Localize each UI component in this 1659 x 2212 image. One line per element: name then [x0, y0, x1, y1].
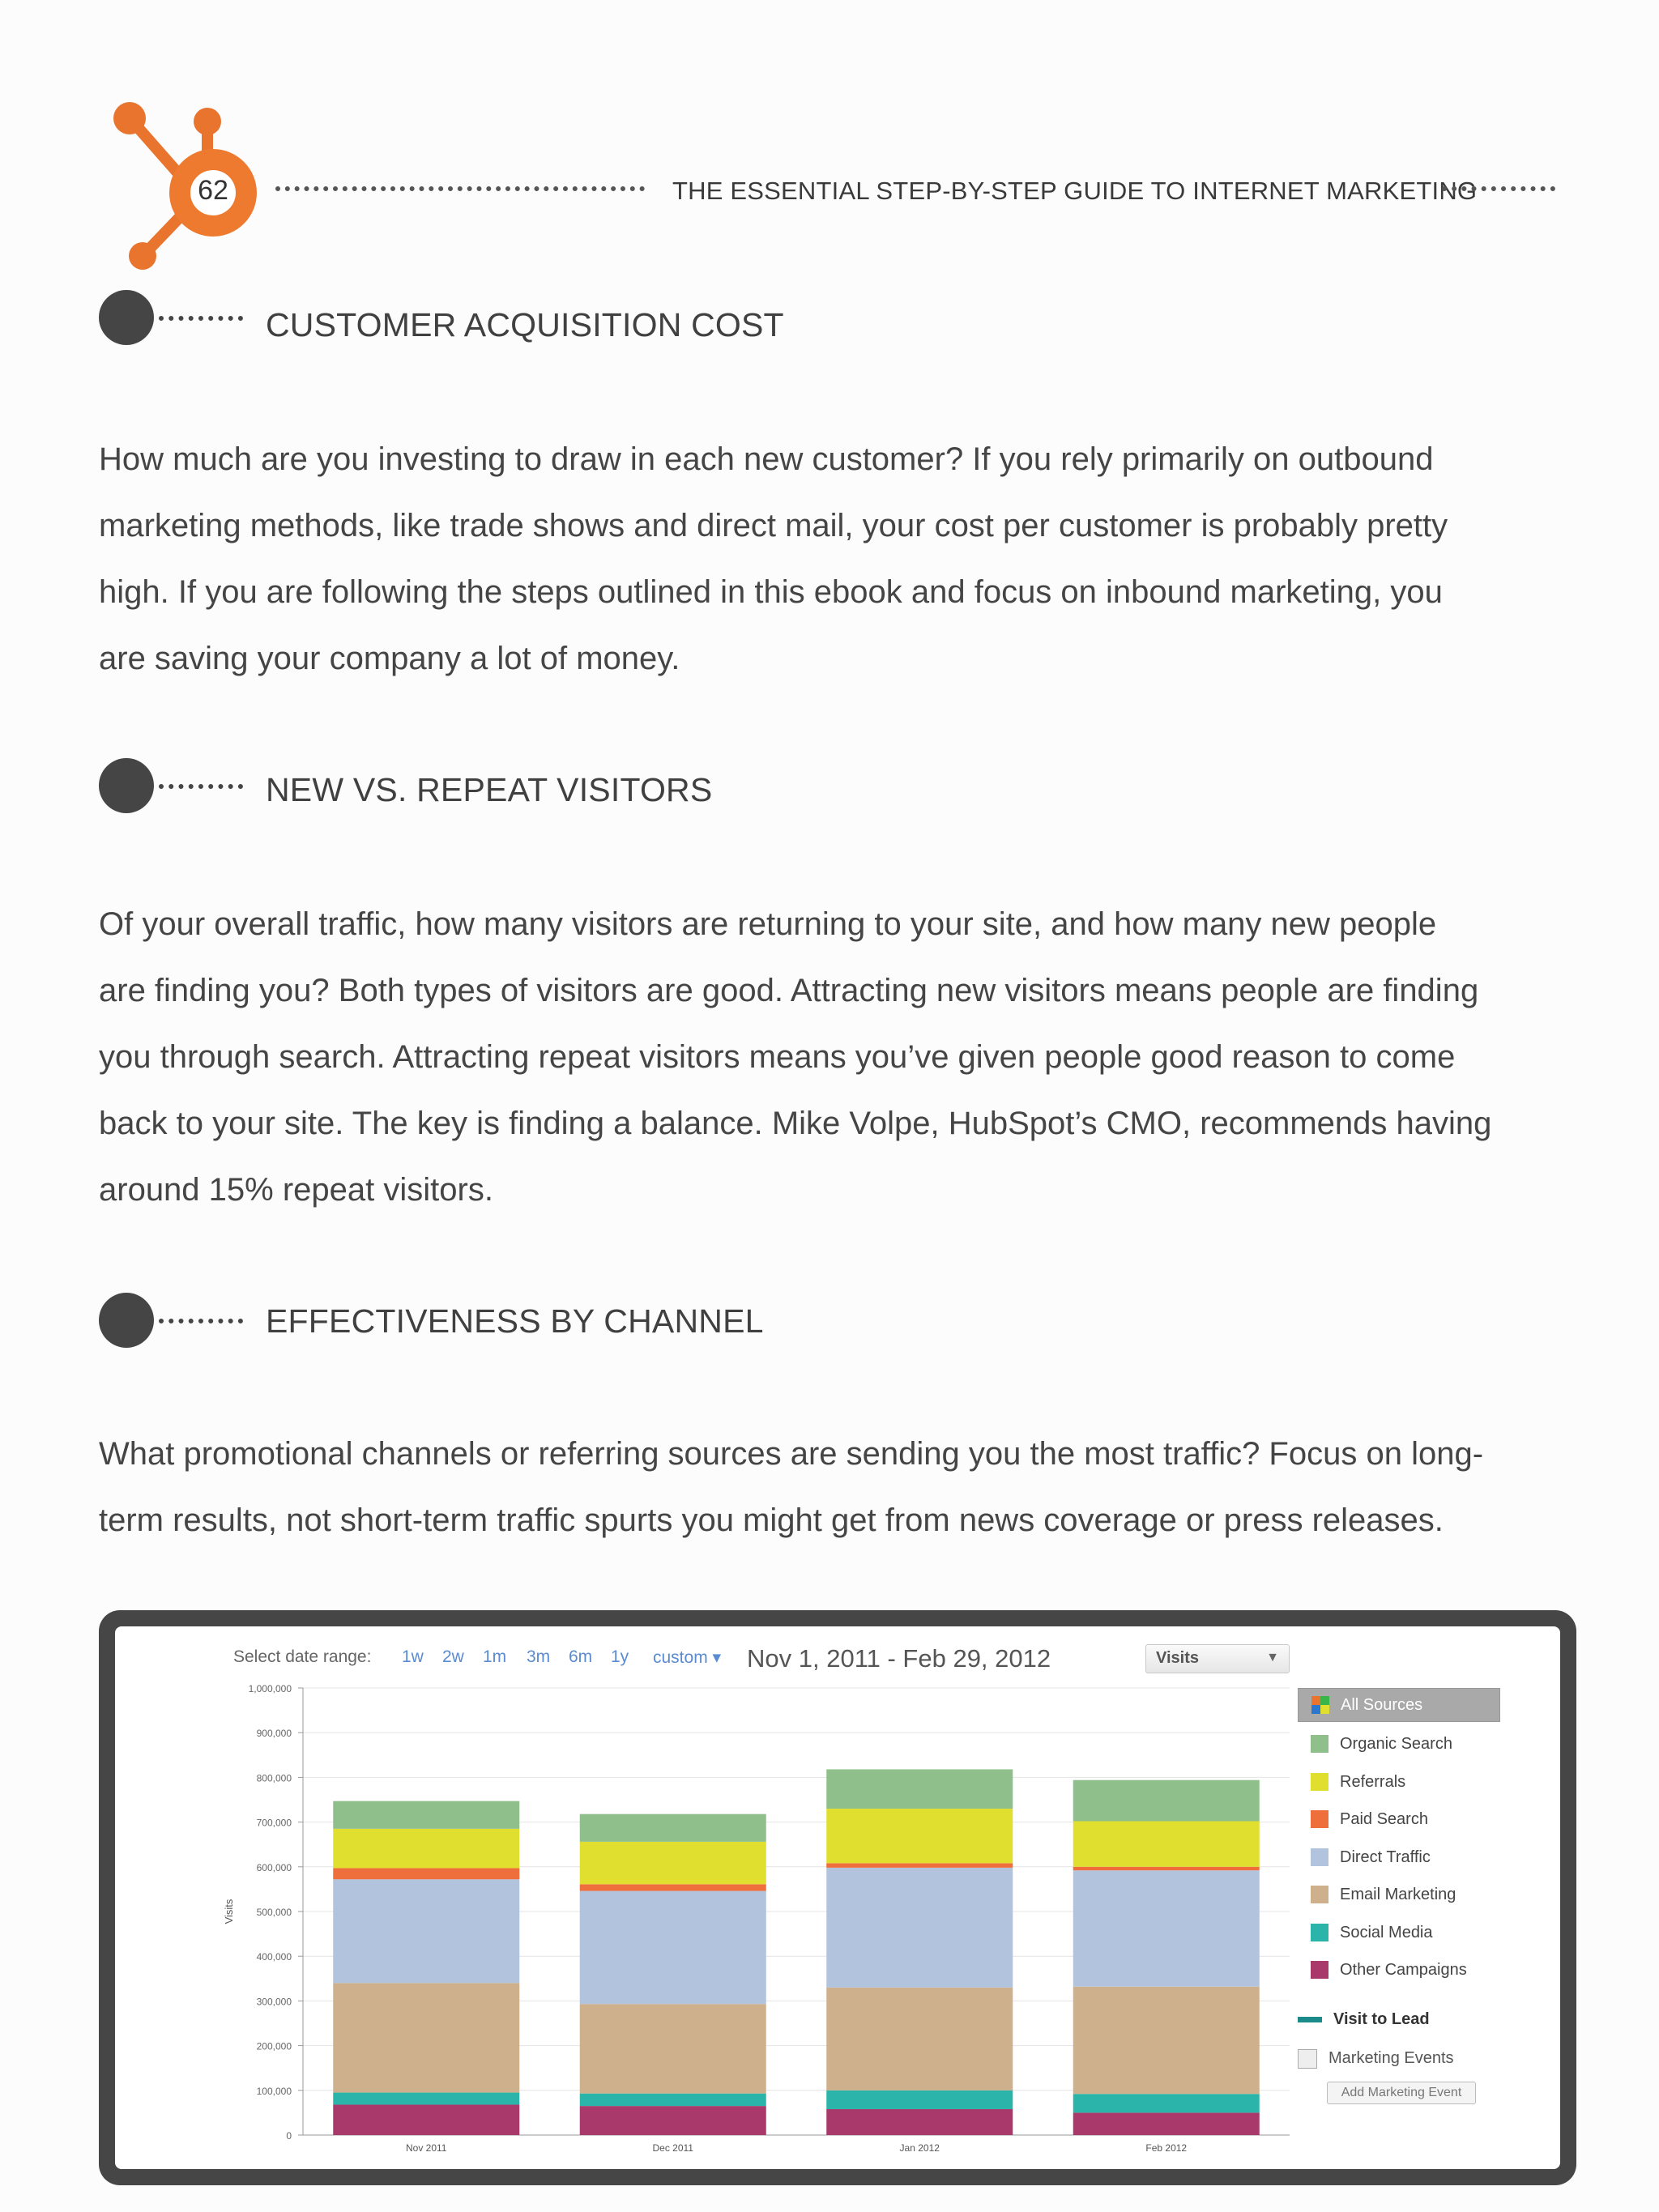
legend-label: Direct Traffic [1340, 1848, 1431, 1866]
bar-segment-referrals [1073, 1821, 1260, 1866]
bar-segment-email-marketing [333, 1983, 519, 2092]
section-bullet-dots [159, 784, 243, 789]
bar-segment-email-marketing [580, 2004, 766, 2093]
section-heading-customer-acquisition-cost: CUSTOMER ACQUISITION COST [266, 306, 784, 343]
y-axis-label: Visits [223, 1899, 235, 1924]
bar-segment-referrals [580, 1842, 766, 1884]
paragraph-line: around 15% repeat visitors. [99, 1172, 493, 1208]
all-sources-icon [1311, 1696, 1329, 1714]
section-bullet-dots [159, 1319, 243, 1323]
bar-segment-email-marketing [1073, 1987, 1260, 2094]
range-1m[interactable]: 1m [483, 1647, 507, 1666]
bar-segment-paid-search [580, 1884, 766, 1890]
date-range-title: Nov 1, 2011 - Feb 29, 2012 [747, 1644, 1051, 1673]
metric-select-value: Visits [1156, 1649, 1199, 1667]
section-paragraph [99, 426, 1557, 692]
bar-segment-organic-search [826, 1769, 1013, 1809]
x-tick-label: Jan 2012 [899, 2142, 940, 2154]
legend-label: Paid Search [1340, 1810, 1428, 1828]
marketing-events-checkbox[interactable] [1298, 2049, 1317, 2069]
x-tick-label: Dec 2011 [652, 2142, 693, 2154]
paragraph-line: term results, not short-term traffic spurts you might get from news coverage or press releases. [99, 1502, 1444, 1538]
y-tick-label: 100,000 [256, 2085, 292, 2097]
paragraph-line: back to your site. The key is finding a balance. Mike Volpe, HubSpot’s CMO, recommends having [99, 1106, 1492, 1141]
bar-segment-social-media [580, 2094, 766, 2106]
y-tick-label: 900,000 [256, 1728, 292, 1740]
bar-segment-referrals [826, 1809, 1013, 1863]
range-custom[interactable]: custom ▾ [653, 1648, 722, 1667]
range-1w[interactable]: 1w [402, 1647, 424, 1666]
range-3m[interactable]: 3m [527, 1647, 551, 1666]
bar-segment-direct-traffic [580, 1891, 766, 2005]
header-dots-left [275, 186, 645, 191]
bar-segment-social-media [1073, 2094, 1260, 2112]
legend-swatch [1311, 1810, 1328, 1828]
bar-segment-organic-search [333, 1801, 519, 1829]
legend-swatch [1311, 1924, 1328, 1941]
bar-segment-paid-search [333, 1868, 519, 1879]
bar-segment-organic-search [580, 1814, 766, 1842]
x-tick-label: Feb 2012 [1145, 2142, 1188, 2154]
page-number: 62 [198, 175, 228, 206]
hubspot-sprocket-logo [102, 96, 264, 274]
legend-all-sources[interactable] [1298, 1688, 1500, 1722]
visit-to-lead-label: Visit to Lead [1333, 2010, 1430, 2028]
paragraph-line: high. If you are following the steps outlined in this ebook and focus on inbound marketing, you [99, 574, 1443, 610]
legend-label: Social Media [1340, 1923, 1433, 1941]
y-tick-label: 500,000 [256, 1907, 292, 1918]
x-tick-label: Nov 2011 [406, 2142, 447, 2154]
chevron-down-icon: ▼ [1266, 1651, 1279, 1664]
section-heading-effectiveness-by-channel: EFFECTIVENESS BY CHANNEL [266, 1302, 764, 1340]
bar-segment-organic-search [1073, 1780, 1260, 1822]
date-range-label: Select date range: [233, 1647, 372, 1666]
bar-segment-other-campaigns [580, 2106, 766, 2135]
header-dots-right [1442, 186, 1555, 191]
y-tick-label: 1,000,000 [248, 1683, 292, 1694]
section-paragraph [99, 1421, 1557, 1554]
add-marketing-event-button[interactable]: Add Marketing Event [1327, 2082, 1476, 2104]
bar-segment-referrals [333, 1829, 519, 1869]
legend-all-sources-label: All Sources [1341, 1696, 1423, 1714]
section-bullet [99, 290, 154, 345]
bar-segment-paid-search [826, 1863, 1013, 1868]
legend-swatch [1311, 1848, 1328, 1866]
bar-segment-other-campaigns [333, 2104, 519, 2135]
paragraph-line: are saving your company a lot of money. [99, 641, 680, 676]
paragraph-line: What promotional channels or referring sources are sending you the most traffic? Focus on long- [99, 1436, 1484, 1472]
bar-segment-social-media [333, 2093, 519, 2105]
section-bullet-dots [159, 316, 243, 321]
bar-segment-paid-search [1073, 1867, 1260, 1870]
legend-label: Email Marketing [1340, 1886, 1456, 1903]
legend-swatch [1311, 1961, 1328, 1979]
bar-segment-social-media [826, 2091, 1013, 2109]
bar-segment-email-marketing [826, 1988, 1013, 2091]
bar-segment-other-campaigns [826, 2109, 1013, 2135]
range-1y[interactable]: 1y [611, 1647, 629, 1666]
range-2w[interactable]: 2w [442, 1647, 464, 1666]
bar-segment-direct-traffic [333, 1879, 519, 1983]
paragraph-line: you through search. Attracting repeat visitors means you’ve given people good reason to come [99, 1039, 1456, 1075]
y-tick-label: 700,000 [256, 1817, 292, 1829]
legend-label: Organic Search [1340, 1735, 1452, 1753]
paragraph-line: are finding you? Both types of visitors are good. Attracting new visitors means people are finding [99, 973, 1479, 1008]
analytics-panel [115, 1626, 1560, 2169]
legend-label: Referrals [1340, 1772, 1406, 1791]
paragraph-line: Of your overall traffic, how many visitors are returning to your site, and how many new people [99, 906, 1437, 942]
y-tick-label: 0 [286, 2130, 292, 2142]
section-bullet [99, 758, 154, 813]
range-6m[interactable]: 6m [569, 1647, 593, 1666]
y-tick-label: 200,000 [256, 2040, 292, 2052]
legend-swatch [1311, 1886, 1328, 1903]
y-tick-label: 600,000 [256, 1861, 292, 1873]
visit-to-lead-line-icon [1298, 2017, 1322, 2022]
marketing-events-label: Marketing Events [1328, 2049, 1454, 2067]
paragraph-line: How much are you investing to draw in each new customer? If you rely primarily on outbound [99, 441, 1434, 477]
section-heading-new-vs-repeat-visitors: NEW VS. REPEAT VISITORS [266, 771, 713, 808]
bar-segment-direct-traffic [1073, 1870, 1260, 1987]
paragraph-line: marketing methods, like trade shows and direct mail, your cost per customer is probably pretty [99, 508, 1448, 543]
y-tick-label: 800,000 [256, 1772, 292, 1784]
section-bullet [99, 1293, 154, 1348]
legend-label: Other Campaigns [1340, 1961, 1467, 1979]
legend-swatch [1311, 1773, 1328, 1791]
running-title: THE ESSENTIAL STEP-BY-STEP GUIDE TO INTERNET MARKETING [672, 177, 1478, 205]
y-tick-label: 400,000 [256, 1951, 292, 1963]
bar-segment-direct-traffic [826, 1868, 1013, 1988]
y-tick-label: 300,000 [256, 1996, 292, 2008]
section-paragraph [99, 891, 1557, 1223]
chart-screenshot [115, 1626, 1560, 2169]
stacked-bar-chart [115, 1673, 1298, 2169]
chart-screenshot-frame [99, 1610, 1576, 2185]
legend-swatch [1311, 1735, 1328, 1753]
metric-select[interactable] [1145, 1644, 1290, 1673]
bar-segment-other-campaigns [1073, 2112, 1260, 2135]
